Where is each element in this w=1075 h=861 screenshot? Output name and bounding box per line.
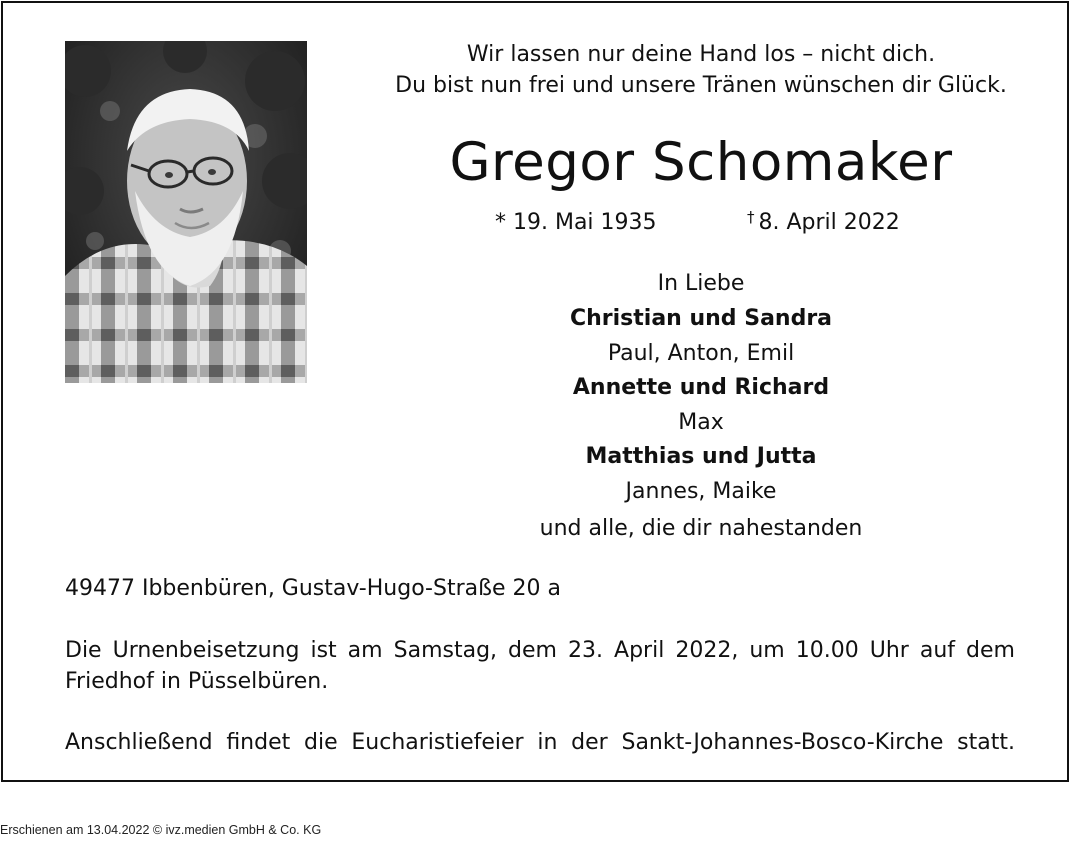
- address: 49477 Ibbenbüren, Gustav-Hugo-Straße 20 a: [65, 576, 561, 601]
- death-date-group: [747, 208, 900, 239]
- publication-footer: Erschienen am 13.04.2022 © ivz.medien GmbH & Co. KG: [0, 823, 322, 837]
- family-names: Matthias und Jutta: [585, 444, 817, 469]
- motto-line: Wir lassen nur deine Hand los – nicht dich.: [466, 42, 936, 67]
- family-children: Max: [678, 410, 724, 435]
- obituary-notice: [1, 1, 1069, 782]
- mourners-intro: In Liebe: [657, 271, 745, 296]
- family-names: Annette und Richard: [572, 375, 830, 400]
- mourners: [333, 267, 1069, 545]
- mourners-closing: und alle, die dir nahestanden: [539, 516, 863, 541]
- portrait-image: [65, 41, 307, 383]
- birth-date: * 19. Mai 1935: [495, 210, 657, 235]
- motto: [333, 39, 1069, 101]
- death-date: 8. April 2022: [758, 210, 900, 235]
- family-children: Jannes, Maike: [625, 479, 777, 504]
- afterwards-text: Anschließend findet die Eucharistiefeier in der Sankt-Johannes-Bosco-Kirche statt.: [65, 730, 1015, 755]
- portrait-photo: [65, 41, 307, 383]
- ceremony-text: Die Urnenbeisetzung ist am Samstag, dem 23. April 2022, um 10.00 Uhr auf dem Friedhof in Püsselbüren.: [65, 638, 1015, 694]
- family-children: Paul, Anton, Emil: [607, 341, 795, 366]
- motto-line: Du bist nun frei und unsere Tränen wünschen dir Glück.: [395, 73, 1007, 98]
- family-names: Christian und Sandra: [569, 306, 833, 331]
- deceased-name: Gregor Schomaker: [449, 132, 953, 193]
- dagger-icon: †: [747, 208, 755, 226]
